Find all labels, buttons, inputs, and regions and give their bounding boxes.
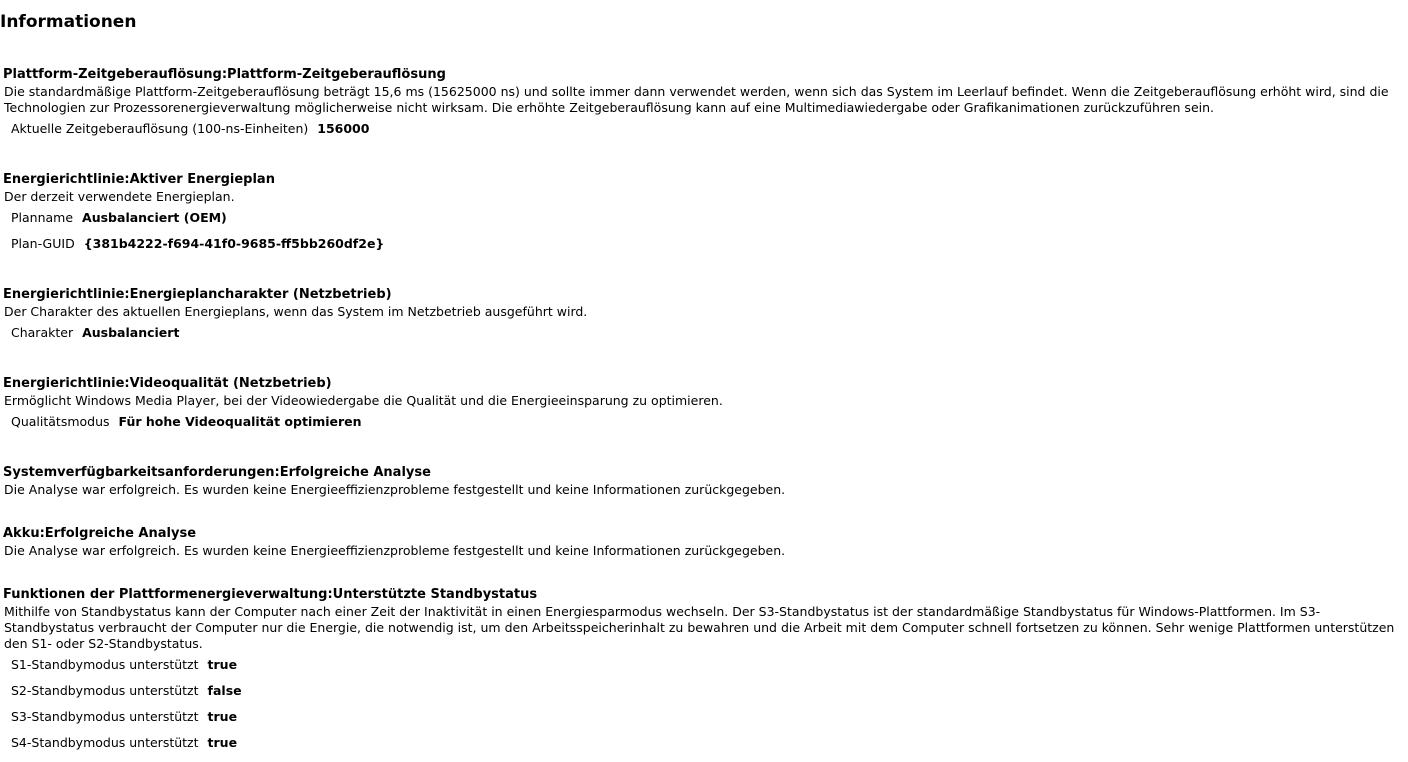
section-standby-states: [3, 587, 1403, 756]
section-title: Systemverfügbarkeitsanforderungen:Erfolgreiche Analyse: [3, 465, 431, 480]
section-power-plan-character: [3, 287, 1403, 346]
section-video-quality: [3, 376, 1403, 435]
field-value: true: [207, 735, 238, 750]
field-value: {381b4222-f694-41f0-9685-ff5bb260df2e}: [83, 236, 385, 251]
section-title: Funktionen der Plattformenergieverwaltung:Unterstützte Standbystatus: [3, 587, 538, 602]
field-key: Planname: [11, 210, 74, 225]
field-key: Qualitätsmodus: [11, 414, 110, 429]
section-description: Ermöglicht Windows Media Player, bei der Videowiedergabe die Qualität und die Energieeinsparung zu optimieren.: [4, 393, 723, 408]
field-key: S1-Standbymodus unterstützt: [11, 657, 199, 672]
field-key: S2-Standbymodus unterstützt: [11, 683, 199, 698]
page-title: Informationen: [0, 12, 137, 32]
section-description: Der derzeit verwendete Energieplan.: [4, 189, 235, 204]
field-row: [11, 116, 1403, 142]
field-value: true: [207, 657, 238, 672]
field-value: 156000: [317, 121, 370, 136]
field-value: false: [207, 683, 242, 698]
field-row: [11, 205, 1403, 231]
section-title: Akku:Erfolgreiche Analyse: [3, 526, 197, 541]
section-description: Die Analyse war erfolgreich. Es wurden keine Energieeffizienzprobleme festgestellt und keine Informationen zurückgegeben.: [4, 482, 786, 497]
field-row: [11, 678, 1403, 704]
section-description: Der Charakter des aktuellen Energieplans, wenn das System im Netzbetrieb ausgeführt wird.: [4, 304, 588, 319]
report-page: [0, 12, 1408, 750]
field-value: Ausbalanciert: [82, 325, 180, 340]
field-key: Plan-GUID: [11, 236, 75, 251]
section-title: Energierichtlinie:Videoqualität (Netzbetrieb): [3, 376, 332, 391]
field-value: true: [207, 709, 238, 724]
section-title: Energierichtlinie:Energieplancharakter (Netzbetrieb): [3, 287, 392, 302]
field-key: S4-Standbymodus unterstützt: [11, 735, 199, 750]
field-row: [11, 320, 1403, 346]
field-key: Charakter: [11, 325, 74, 340]
section-active-power-plan: [3, 172, 1403, 257]
field-row: [11, 409, 1403, 435]
section-title: Energierichtlinie:Aktiver Energieplan: [3, 172, 275, 187]
section-description: Mithilfe von Standbystatus kann der Computer nach einer Zeit der Inaktivität in einen Energiesparmodus wechseln. Der S3-Standbystatus ist der standardmäßige Standbystatus für Windows-Plattformen. Im S3-Standbystatus verbraucht der Computer nur die Energie, die notwendig ist, um den Arbeitsspeicherinhalt zu bewahren und die Arbeit mit dem Computer schnell fortsetzen zu können. Sehr wenige Plattformen unterstützen den S1- oder S2-Standbystatus.: [4, 604, 1395, 651]
field-key: S3-Standbymodus unterstützt: [11, 709, 199, 724]
field-row: [11, 704, 1403, 730]
section-description: Die Analyse war erfolgreich. Es wurden keine Energieeffizienzprobleme festgestellt und keine Informationen zurückgegeben.: [4, 543, 786, 558]
field-row: [11, 652, 1403, 678]
field-row: [11, 231, 1403, 257]
section-battery: [3, 526, 1403, 559]
section-description: Die standardmäßige Plattform-Zeitgeberauflösung beträgt 15,6 ms (15625000 ns) und sollte immer dann verwendet werden, wenn sich das System im Leerlauf befindet. Wenn die Zeitgeberauflösung erhöht wird, sind die Technologien zur Prozessorenergieverwaltung möglicherweise nicht wirksam. Die erhöhte Zeitgeberauflösung kann auf eine Multimediawiedergabe oder Grafikanimationen zurückzuführen sein.: [4, 84, 1389, 115]
section-title: Plattform-Zeitgeberauflösung:Plattform-Zeitgeberauflösung: [3, 67, 446, 82]
field-row: [11, 730, 1403, 756]
section-timer-resolution: [3, 67, 1403, 142]
field-key: Aktuelle Zeitgeberauflösung (100-ns-Einheiten): [11, 121, 309, 136]
section-system-availability: [3, 465, 1403, 498]
field-value: Für hohe Videoqualität optimieren: [118, 414, 362, 429]
field-value: Ausbalanciert (OEM): [82, 210, 227, 225]
